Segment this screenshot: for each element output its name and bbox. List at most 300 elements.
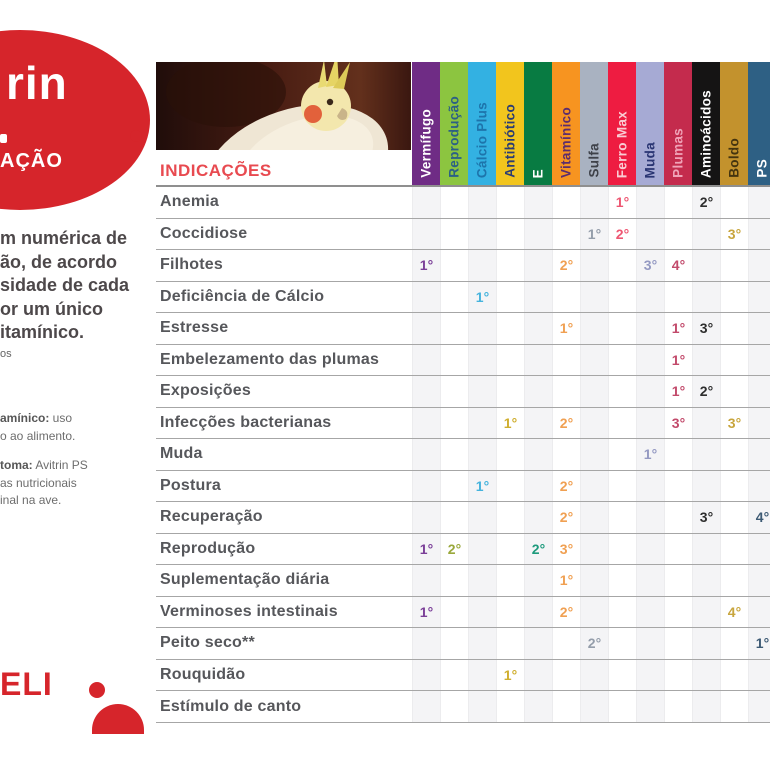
indication-cell — [636, 565, 664, 596]
row-label: Rouquidão — [160, 665, 246, 683]
indication-cell — [748, 439, 770, 470]
column-header-label: Sulfa — [586, 143, 602, 178]
indication-cell: 3° — [552, 534, 580, 565]
indication-cell — [412, 439, 440, 470]
indication-cell — [748, 376, 770, 407]
row-label: Recuperação — [160, 508, 263, 526]
indication-cell — [664, 691, 692, 722]
indication-cell — [440, 439, 468, 470]
indication-cell — [692, 565, 720, 596]
brand-fragment: ELI — [0, 666, 53, 702]
indication-cell — [468, 660, 496, 691]
indication-cell: 2° — [552, 250, 580, 281]
indication-cell — [412, 502, 440, 533]
row-label: Exposições — [160, 382, 251, 400]
indication-cell: 2° — [552, 408, 580, 439]
indication-cell — [636, 471, 664, 502]
note2-line2: as nutricionais — [0, 475, 77, 490]
table-body — [156, 185, 770, 723]
indication-cell — [524, 282, 552, 313]
table-row — [156, 628, 770, 660]
indication-cell — [468, 376, 496, 407]
column-header-label: Aminoácidos — [698, 89, 714, 178]
indication-cell — [440, 219, 468, 250]
indication-cell — [412, 660, 440, 691]
logo-dot — [130, 130, 142, 142]
indication-cell — [440, 660, 468, 691]
indication-cell — [440, 597, 468, 628]
indication-cell: 3° — [720, 408, 748, 439]
indication-cell — [720, 565, 748, 596]
column-header-sulfa — [580, 62, 608, 185]
column-header-ferro-max — [608, 62, 636, 185]
indication-cell — [636, 597, 664, 628]
indication-cell — [692, 597, 720, 628]
indication-cell — [580, 250, 608, 281]
row-label: Verminoses intestinais — [160, 602, 338, 620]
indication-cell — [440, 408, 468, 439]
indication-cell — [580, 408, 608, 439]
indication-cell — [664, 628, 692, 659]
indication-cell — [524, 471, 552, 502]
row-label: Infecções bacterianas — [160, 413, 332, 431]
indication-cell: 2° — [580, 628, 608, 659]
indication-cell — [552, 439, 580, 470]
row-label: Filhotes — [160, 256, 223, 274]
indication-cell — [636, 502, 664, 533]
indication-cell — [524, 565, 552, 596]
indication-cell — [720, 502, 748, 533]
indication-cell — [468, 597, 496, 628]
indication-cell — [496, 502, 524, 533]
indication-cell — [608, 597, 636, 628]
indication-cell — [440, 282, 468, 313]
table-row — [156, 282, 770, 314]
indication-cell — [524, 691, 552, 722]
indication-cell — [720, 250, 748, 281]
sidebar-note-2 — [0, 457, 150, 510]
indication-cell — [664, 565, 692, 596]
brand-dot — [89, 682, 105, 698]
column-header-calcio-plus — [468, 62, 496, 185]
indication-cell — [440, 345, 468, 376]
table-row — [156, 345, 770, 377]
indication-cell — [496, 313, 524, 344]
indication-cell — [636, 660, 664, 691]
table-row — [156, 439, 770, 471]
column-header-label: Muda — [642, 141, 658, 178]
indication-cell — [524, 313, 552, 344]
indication-cell — [552, 376, 580, 407]
sidebar-paragraph — [0, 227, 160, 345]
sidebar-paragraph-line: sidade de cada — [0, 275, 130, 295]
column-header-boldo — [720, 62, 748, 185]
indication-cell — [636, 534, 664, 565]
indication-cell — [468, 408, 496, 439]
column-header-label: Ferro Max — [614, 110, 630, 178]
indication-cell — [412, 376, 440, 407]
indication-cell — [748, 345, 770, 376]
indication-cell — [720, 376, 748, 407]
indication-cell — [580, 376, 608, 407]
indication-cell — [580, 313, 608, 344]
indication-cell — [412, 565, 440, 596]
indication-cell — [440, 628, 468, 659]
indication-cell — [496, 376, 524, 407]
indication-cell — [496, 282, 524, 313]
indication-cell — [496, 219, 524, 250]
note2-lead: toma: — [0, 458, 33, 472]
indication-cell — [720, 282, 748, 313]
indication-cell — [468, 219, 496, 250]
indication-cell — [524, 376, 552, 407]
indication-cell — [664, 439, 692, 470]
row-label: Suplementação diária — [160, 571, 330, 589]
column-header-vitaminico — [552, 62, 580, 185]
table-row — [156, 471, 770, 503]
indication-cell: 1° — [552, 313, 580, 344]
indication-cell — [440, 691, 468, 722]
indication-cell — [748, 597, 770, 628]
indication-cell — [468, 691, 496, 722]
sidebar-note-1 — [0, 410, 150, 445]
sidebar-paragraph-line: ão, de acordo — [0, 251, 118, 272]
indication-cell — [692, 471, 720, 502]
indication-cell — [636, 187, 664, 218]
indication-cell — [496, 534, 524, 565]
indication-cell — [440, 376, 468, 407]
indication-cell — [608, 376, 636, 407]
column-header-label: Boldo — [726, 138, 742, 178]
indication-cell — [636, 313, 664, 344]
indication-cell — [636, 376, 664, 407]
indication-cell — [664, 471, 692, 502]
indication-cell: 2° — [692, 376, 720, 407]
indication-cell — [748, 250, 770, 281]
indication-cell — [580, 534, 608, 565]
indication-cell — [580, 187, 608, 218]
indication-cell: 1° — [468, 471, 496, 502]
indication-cell — [580, 345, 608, 376]
indication-cell: 1° — [664, 376, 692, 407]
indication-cell — [720, 471, 748, 502]
column-header-label: Cálcio Plus — [474, 101, 490, 178]
column-header-vermifugo — [412, 62, 440, 185]
indication-cell: 1° — [496, 408, 524, 439]
column-headers — [156, 62, 770, 185]
indication-cell — [440, 187, 468, 218]
indication-cell — [580, 439, 608, 470]
indication-cell — [748, 408, 770, 439]
note2-line3: inal na ave. — [0, 493, 62, 507]
table-row — [156, 565, 770, 597]
indication-cell — [608, 471, 636, 502]
indication-cell — [692, 691, 720, 722]
note2-rest: Avitrin PS — [32, 458, 88, 472]
indication-cell — [608, 565, 636, 596]
table-row — [156, 597, 770, 629]
indication-cell — [664, 502, 692, 533]
column-header-reproducao — [440, 62, 468, 185]
indication-cell — [412, 471, 440, 502]
indication-cell — [748, 534, 770, 565]
indication-cell: 1° — [496, 660, 524, 691]
indication-cell: 1° — [664, 313, 692, 344]
column-header-muda — [636, 62, 664, 185]
indication-cell — [580, 597, 608, 628]
indications-table — [156, 62, 770, 723]
row-label: Estresse — [160, 319, 229, 337]
row-label: Anemia — [160, 193, 219, 211]
indication-cell — [636, 282, 664, 313]
indication-cell — [580, 282, 608, 313]
indication-cell — [664, 187, 692, 218]
column-header-e — [524, 62, 552, 185]
indication-cell: 3° — [720, 219, 748, 250]
indication-cell — [608, 502, 636, 533]
indication-cell: 2° — [524, 534, 552, 565]
row-label: Peito seco** — [160, 634, 255, 652]
indication-cell: 1° — [412, 534, 440, 565]
indication-cell — [552, 660, 580, 691]
indication-cell — [412, 345, 440, 376]
indication-cell — [692, 219, 720, 250]
indication-cell — [468, 345, 496, 376]
indication-cell — [440, 565, 468, 596]
table-header-label-cell — [156, 62, 412, 185]
indication-cell — [608, 408, 636, 439]
indication-cell — [496, 345, 524, 376]
indication-cell — [748, 660, 770, 691]
table-row — [156, 219, 770, 251]
indication-cell — [664, 219, 692, 250]
indication-cell — [720, 439, 748, 470]
row-label: Deficiência de Cálcio — [160, 287, 325, 305]
indication-cell — [552, 187, 580, 218]
row-label: Muda — [160, 445, 203, 463]
indication-cell — [608, 660, 636, 691]
indication-cell — [748, 565, 770, 596]
indication-cell — [496, 691, 524, 722]
indication-cell — [608, 628, 636, 659]
indication-cell — [664, 660, 692, 691]
indication-cell — [496, 628, 524, 659]
indication-cell — [524, 219, 552, 250]
logo-text-fragment — [0, 134, 7, 143]
indication-cell — [608, 691, 636, 722]
indication-cell — [720, 628, 748, 659]
indication-cell — [664, 534, 692, 565]
indication-cell — [496, 439, 524, 470]
indication-cell — [580, 502, 608, 533]
indication-cell: 2° — [552, 471, 580, 502]
indication-cell: 1° — [748, 628, 770, 659]
logo-title-fragment: rin — [6, 57, 68, 109]
indication-cell — [496, 187, 524, 218]
indication-cell — [608, 313, 636, 344]
indication-cell — [552, 219, 580, 250]
indication-cell — [552, 628, 580, 659]
indication-cell — [636, 628, 664, 659]
column-header-label: Vermífugo — [418, 109, 434, 178]
indication-cell — [524, 597, 552, 628]
indication-cell — [412, 219, 440, 250]
indication-cell — [720, 534, 748, 565]
indication-cell: 3° — [636, 250, 664, 281]
column-header-label: E — [530, 168, 546, 178]
indication-cell — [608, 250, 636, 281]
indication-cell — [720, 345, 748, 376]
indication-cell — [636, 345, 664, 376]
column-header-label: Vitamínico — [558, 106, 574, 178]
indication-cell — [412, 691, 440, 722]
indication-cell: 2° — [608, 219, 636, 250]
indication-cell — [720, 691, 748, 722]
indications-title: INDICAÇÕES — [160, 161, 272, 180]
indication-cell — [692, 660, 720, 691]
indication-cell — [412, 282, 440, 313]
note1-line2: o ao alimento. — [0, 428, 76, 443]
table-row — [156, 313, 770, 345]
indication-cell — [720, 660, 748, 691]
indication-cell — [692, 250, 720, 281]
row-label: Reprodução — [160, 539, 256, 557]
indication-cell — [496, 597, 524, 628]
indication-cell: 4° — [748, 502, 770, 533]
table-row — [156, 408, 770, 440]
indication-cell — [412, 628, 440, 659]
indication-cell: 4° — [664, 250, 692, 281]
indication-cell — [748, 219, 770, 250]
indication-cell — [580, 660, 608, 691]
indication-cell: 3° — [692, 502, 720, 533]
column-header-aminoacidos — [692, 62, 720, 185]
indication-cell — [664, 282, 692, 313]
indication-cell — [692, 345, 720, 376]
indication-cell — [692, 628, 720, 659]
indication-cell — [496, 250, 524, 281]
indication-cell — [524, 187, 552, 218]
indication-cell — [552, 691, 580, 722]
indication-cell — [468, 502, 496, 533]
indication-cell — [692, 408, 720, 439]
indication-cell — [468, 250, 496, 281]
indication-cell — [412, 408, 440, 439]
indication-cell — [636, 408, 664, 439]
indication-cell: 2° — [692, 187, 720, 218]
table-row — [156, 187, 770, 219]
indication-cell — [720, 187, 748, 218]
indication-cell: 1° — [636, 439, 664, 470]
indication-cell — [580, 565, 608, 596]
indication-cell — [468, 628, 496, 659]
indication-cell: 1° — [608, 187, 636, 218]
column-header-plumas — [664, 62, 692, 185]
indication-cell — [748, 471, 770, 502]
table-row — [156, 502, 770, 534]
indication-cell — [608, 282, 636, 313]
indication-cell — [524, 502, 552, 533]
indication-cell: 1° — [664, 345, 692, 376]
sidebar-paragraph-line: itamínico. — [0, 322, 85, 342]
column-header-label: PS — [754, 159, 770, 178]
indication-cell — [748, 691, 770, 722]
indication-cell — [636, 691, 664, 722]
indication-cell — [664, 597, 692, 628]
note1-rest: uso — [49, 411, 73, 425]
indication-cell: 2° — [552, 597, 580, 628]
indication-cell: 3° — [664, 408, 692, 439]
indication-cell — [524, 345, 552, 376]
indication-cell — [468, 187, 496, 218]
indication-cell: 2° — [552, 502, 580, 533]
indication-cell — [468, 439, 496, 470]
note1-lead: amínico: — [0, 411, 50, 425]
indication-cell: 1° — [412, 597, 440, 628]
row-label: Postura — [160, 476, 221, 494]
table-row — [156, 376, 770, 408]
table-row — [156, 660, 770, 692]
indication-cell — [748, 187, 770, 218]
indication-cell — [440, 471, 468, 502]
column-header-label: Plumas — [670, 128, 686, 178]
indication-cell — [440, 502, 468, 533]
column-header-label: Antibiótico — [502, 104, 518, 178]
indication-cell — [524, 628, 552, 659]
indication-cell — [748, 282, 770, 313]
indication-cell — [608, 345, 636, 376]
indication-cell — [692, 439, 720, 470]
indication-cell — [496, 471, 524, 502]
row-label: Estímulo de canto — [160, 697, 302, 715]
indication-cell — [748, 313, 770, 344]
column-header-label: Reprodução — [446, 96, 462, 178]
sidebar-paragraph-line: or um único — [0, 298, 103, 319]
table-row — [156, 250, 770, 282]
row-label: Embelezamento das plumas — [160, 350, 380, 368]
indication-cell — [636, 219, 664, 250]
indication-cell — [524, 408, 552, 439]
indication-cell — [608, 439, 636, 470]
sidebar-paragraph-line: m numérica de — [0, 228, 128, 248]
indication-cell — [720, 313, 748, 344]
table-row — [156, 691, 770, 723]
indication-cell — [412, 187, 440, 218]
sidebar-small-fragment: os — [0, 348, 12, 360]
indication-cell — [468, 565, 496, 596]
indication-cell — [580, 471, 608, 502]
indication-cell — [468, 534, 496, 565]
indication-cell — [440, 250, 468, 281]
row-label: Coccidiose — [160, 224, 248, 242]
indication-cell — [692, 534, 720, 565]
indication-cell — [608, 534, 636, 565]
indication-cell: 1° — [412, 250, 440, 281]
indication-cell: 1° — [468, 282, 496, 313]
indication-cell: 1° — [552, 565, 580, 596]
column-header-antibiotico — [496, 62, 524, 185]
indication-cell — [524, 439, 552, 470]
indication-cell — [580, 691, 608, 722]
indication-cell — [496, 565, 524, 596]
indication-cell: 2° — [440, 534, 468, 565]
indication-cell — [552, 282, 580, 313]
indication-cell — [524, 250, 552, 281]
indication-cell — [552, 345, 580, 376]
cockatiel-photo — [156, 62, 411, 150]
brand-dome-shape — [92, 704, 144, 734]
indication-cell — [692, 282, 720, 313]
